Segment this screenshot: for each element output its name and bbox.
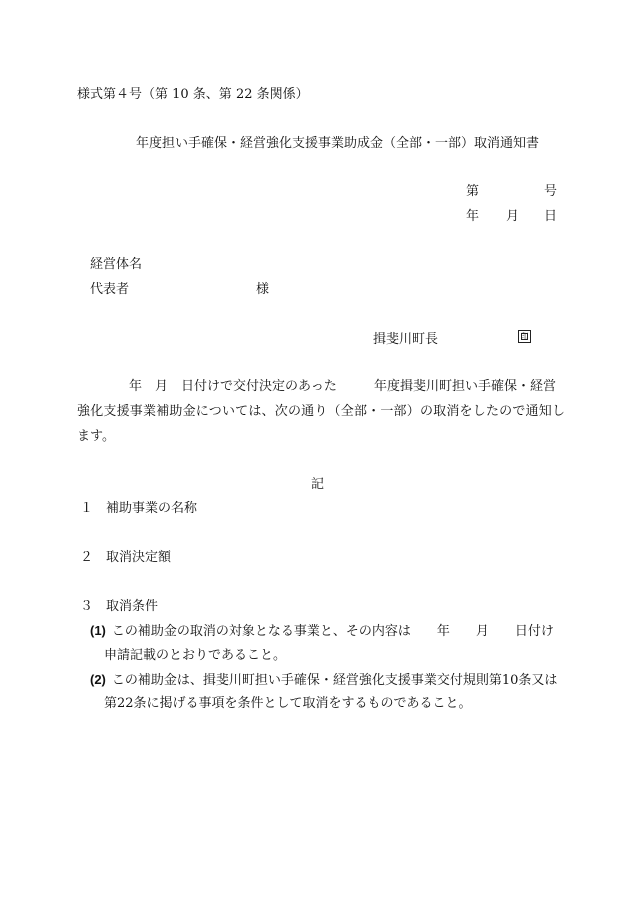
body-line-1b: 年度揖斐川町担い手確保・経営 <box>374 379 557 394</box>
condition-marker: (2) <box>90 672 106 687</box>
form-number: 様式第４号（第 10 条、第 22 条関係） <box>77 87 309 102</box>
item-number: ３ <box>80 599 94 614</box>
item-2 <box>80 551 171 564</box>
condition-2-line-1 <box>90 673 557 687</box>
body-line-1a: 年 月 日付けで交付決定のあった <box>129 379 337 394</box>
item-number: １ <box>80 501 94 516</box>
condition-marker: (1) <box>90 623 106 638</box>
condition-2-line-2: 第22条に掲げる事項を条件として取消をするものであること。 <box>104 696 472 711</box>
recipient-honorific: 様 <box>256 282 270 297</box>
condition-text: この補助金の取消の対象となる事業と、その内容は 年 月 日付け <box>111 624 554 639</box>
issuer-name: 揖斐川町長 <box>373 332 439 347</box>
condition-text: この補助金は、揖斐川町担い手確保・経営強化支援事業交付規則第10条又は <box>111 673 558 688</box>
condition-1-line-2: 申請記載のとおりであること。 <box>104 648 287 663</box>
document-title: 年度担い手確保・経営強化支援事業助成金（全部・一部）取消通知書 <box>136 136 540 151</box>
item-label: 補助事業の名称 <box>106 501 198 516</box>
item-3 <box>80 600 158 613</box>
body-line-3: ます。 <box>77 429 115 444</box>
date-month: 月 <box>506 209 520 224</box>
seal-icon <box>518 330 531 343</box>
body-line-2: 強化支援事業補助金については、次の通り（全部・一部）の取消をしたので通知し <box>77 404 566 419</box>
item-number: ２ <box>80 550 94 565</box>
seal-char: 印 <box>520 332 529 341</box>
condition-1-line-1 <box>90 624 554 638</box>
date-day: 日 <box>544 209 558 224</box>
item-1 <box>80 502 197 515</box>
date-year: 年 <box>466 209 480 224</box>
number-suffix: 号 <box>544 184 558 199</box>
recipient-name-label: 経営体名 <box>90 257 143 272</box>
number-prefix: 第 <box>466 184 480 199</box>
recipient-rep-label: 代表者 <box>90 282 130 297</box>
ki-heading: 記 <box>311 477 325 492</box>
item-label: 取消条件 <box>106 599 159 614</box>
item-label: 取消決定額 <box>106 550 172 565</box>
